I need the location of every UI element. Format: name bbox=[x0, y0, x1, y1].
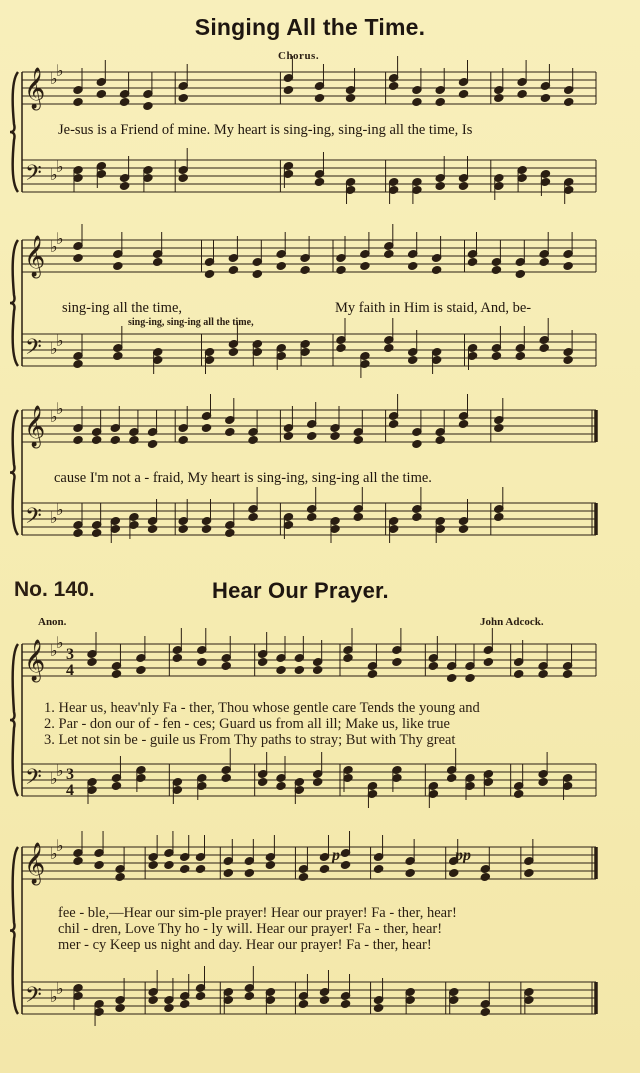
brace bbox=[10, 847, 18, 1014]
note-head bbox=[225, 428, 235, 437]
dynamic-pp: pp bbox=[455, 847, 471, 864]
flat-icon: ♭ bbox=[50, 987, 58, 1006]
note-head bbox=[353, 513, 363, 522]
flat-icon: ♭ bbox=[56, 633, 64, 652]
flat-icon: ♭ bbox=[50, 165, 58, 184]
note-head bbox=[465, 674, 475, 683]
verse-2-line-a: 2. Par - don our of - fen - ces; Guard us from all ill; Make us, like true bbox=[44, 716, 450, 732]
note-head bbox=[119, 98, 129, 107]
verse-3-line-b: mer - cy Keep us night and day. Hear our prayer! Fa - ther, hear! bbox=[58, 937, 432, 953]
bass-clef-icon: 𝄢 bbox=[25, 765, 42, 795]
flat-icon: ♭ bbox=[50, 641, 58, 660]
note-head bbox=[276, 782, 286, 791]
note-head bbox=[539, 258, 549, 267]
note-head bbox=[136, 666, 146, 675]
note-head bbox=[276, 262, 286, 271]
time-signature-top: 3 bbox=[66, 766, 74, 783]
note-head bbox=[258, 658, 268, 667]
time-signature-bottom: 4 bbox=[66, 782, 74, 799]
note-head bbox=[228, 348, 238, 357]
note-head bbox=[87, 658, 97, 667]
dynamic-p: p bbox=[332, 847, 340, 864]
brace bbox=[10, 72, 18, 192]
note-head bbox=[494, 424, 504, 433]
flat-icon: ♭ bbox=[50, 237, 58, 256]
treble-clef-icon: 𝄞 bbox=[24, 406, 46, 447]
flat-icon: ♭ bbox=[56, 331, 64, 350]
note-head bbox=[538, 670, 548, 679]
note-head bbox=[514, 670, 524, 679]
note-head bbox=[562, 670, 572, 679]
brace bbox=[10, 240, 18, 366]
note-head bbox=[449, 869, 459, 878]
lyric-line-2-right: My faith in Him is staid, And, be- bbox=[335, 300, 532, 316]
note-head bbox=[360, 262, 370, 271]
note-head bbox=[384, 250, 394, 259]
note-head bbox=[244, 992, 254, 1001]
note-head bbox=[314, 178, 324, 187]
note-head bbox=[340, 1000, 350, 1009]
flat-icon: ♭ bbox=[56, 157, 64, 176]
note-head bbox=[225, 529, 235, 538]
note-head bbox=[384, 344, 394, 353]
note-head bbox=[148, 861, 158, 870]
treble-clef-icon: 𝄞 bbox=[24, 68, 46, 109]
note-head bbox=[276, 666, 286, 675]
note-head bbox=[248, 436, 258, 445]
note-head bbox=[319, 996, 329, 1005]
note-head bbox=[298, 873, 308, 882]
note-head bbox=[491, 266, 501, 275]
note-head bbox=[392, 658, 402, 667]
note-head bbox=[514, 790, 524, 799]
note-head bbox=[73, 436, 83, 445]
note-head bbox=[564, 98, 574, 107]
note-head bbox=[164, 1004, 174, 1013]
note-head bbox=[480, 1008, 490, 1017]
note-head bbox=[491, 352, 501, 361]
note-head bbox=[388, 420, 398, 429]
note-head bbox=[300, 266, 310, 275]
note-head bbox=[447, 674, 457, 683]
note-head bbox=[228, 266, 238, 275]
note-head bbox=[258, 778, 268, 787]
note-head bbox=[345, 94, 355, 103]
note-head bbox=[307, 432, 317, 441]
bass-clef-icon: 𝄢 bbox=[25, 504, 42, 534]
flat-icon: ♭ bbox=[56, 61, 64, 80]
note-head bbox=[540, 94, 550, 103]
note-head bbox=[115, 873, 125, 882]
note-head bbox=[178, 436, 188, 445]
note-head bbox=[178, 174, 188, 183]
note-head bbox=[319, 865, 329, 874]
note-head bbox=[143, 102, 153, 111]
flat-icon: ♭ bbox=[50, 339, 58, 358]
note-head bbox=[408, 356, 418, 365]
time-signature-top: 3 bbox=[66, 646, 74, 663]
lyric-line-2: sing-ing all the time, bbox=[62, 300, 183, 316]
note-head bbox=[92, 436, 102, 445]
note-head bbox=[412, 513, 422, 522]
note-head bbox=[336, 344, 346, 353]
note-head bbox=[73, 857, 83, 866]
note-head bbox=[353, 436, 363, 445]
hymn-number: No. 140. bbox=[14, 578, 95, 601]
note-head bbox=[283, 432, 293, 441]
note-head bbox=[201, 525, 211, 534]
note-head bbox=[313, 666, 323, 675]
note-head bbox=[435, 182, 445, 191]
note-head bbox=[298, 1000, 308, 1009]
flat-icon: ♭ bbox=[50, 69, 58, 88]
note-head bbox=[252, 270, 262, 279]
composer-name: John Adcock. bbox=[480, 616, 544, 628]
note-head bbox=[244, 869, 254, 878]
note-head bbox=[367, 670, 377, 679]
chorus-label: Chorus. bbox=[278, 50, 320, 62]
note-head bbox=[180, 865, 190, 874]
flat-icon: ♭ bbox=[50, 508, 58, 527]
note-head bbox=[539, 344, 549, 353]
lyric-line-1: Je-sus is a Friend of mine. My heart is sing-ing, sing-ing all the time, Is bbox=[58, 122, 473, 138]
verse-1-line-b: fee - ble,—Hear our sim-ple prayer! Hear our prayer! Fa - ther, hear! bbox=[58, 905, 457, 921]
note-head bbox=[172, 654, 182, 663]
note-head bbox=[428, 662, 438, 671]
brace bbox=[10, 644, 18, 796]
note-head bbox=[265, 861, 275, 870]
flat-icon: ♭ bbox=[50, 844, 58, 863]
bass-clef-icon: 𝄢 bbox=[25, 161, 42, 191]
note-head bbox=[314, 94, 324, 103]
note-head bbox=[412, 440, 422, 449]
note-head bbox=[480, 873, 490, 882]
note-head bbox=[148, 996, 158, 1005]
note-head bbox=[336, 266, 346, 275]
note-head bbox=[201, 424, 211, 433]
note-head bbox=[129, 436, 139, 445]
note-head bbox=[164, 861, 174, 870]
bass-clef-icon: 𝄢 bbox=[25, 983, 42, 1013]
note-head bbox=[373, 865, 383, 874]
note-head bbox=[483, 658, 493, 667]
note-head bbox=[113, 352, 123, 361]
song-title-singing-all-the-time: Singing All the Time. bbox=[194, 14, 426, 40]
bass-clef-icon: 𝄢 bbox=[25, 335, 42, 365]
flat-icon: ♭ bbox=[56, 500, 64, 519]
note-head bbox=[388, 82, 398, 91]
note-head bbox=[538, 778, 548, 787]
flat-icon: ♭ bbox=[56, 399, 64, 418]
note-head bbox=[221, 774, 231, 783]
note-head bbox=[435, 98, 445, 107]
lyric-line-3: cause I'm not a - fraid, My heart is sing-ing, sing-ing all the time. bbox=[54, 470, 432, 486]
note-head bbox=[111, 782, 121, 791]
note-head bbox=[223, 869, 233, 878]
note-head bbox=[458, 90, 468, 99]
note-head bbox=[494, 94, 504, 103]
note-head bbox=[153, 258, 163, 267]
note-head bbox=[110, 436, 120, 445]
flat-icon: ♭ bbox=[56, 979, 64, 998]
note-head bbox=[248, 513, 258, 522]
note-head bbox=[563, 262, 573, 271]
note-head bbox=[343, 654, 353, 663]
note-head bbox=[92, 529, 102, 538]
author-anon: Anon. bbox=[38, 616, 67, 628]
note-head bbox=[197, 658, 207, 667]
treble-clef-icon: 𝄞 bbox=[24, 843, 46, 884]
note-head bbox=[180, 1000, 190, 1009]
note-head bbox=[447, 774, 457, 783]
note-head bbox=[73, 360, 83, 369]
flat-icon: ♭ bbox=[56, 836, 64, 855]
note-head bbox=[294, 666, 304, 675]
note-head bbox=[221, 662, 231, 671]
note-head bbox=[113, 262, 123, 271]
note-head bbox=[119, 182, 129, 191]
note-head bbox=[73, 98, 83, 107]
note-head bbox=[313, 778, 323, 787]
flat-icon: ♭ bbox=[56, 761, 64, 780]
note-head bbox=[458, 525, 468, 534]
note-head bbox=[467, 258, 477, 267]
note-head bbox=[147, 440, 157, 449]
treble-clef-icon: 𝄞 bbox=[24, 236, 46, 277]
note-head bbox=[524, 869, 534, 878]
note-head bbox=[405, 869, 415, 878]
note-head bbox=[195, 992, 205, 1001]
note-head bbox=[340, 861, 350, 870]
note-head bbox=[147, 525, 157, 534]
flat-icon: ♭ bbox=[50, 769, 58, 788]
note-head bbox=[178, 525, 188, 534]
note-head bbox=[458, 420, 468, 429]
verse-1-line-a: 1. Hear us, heav'nly Fa - ther, Thou whose gentle care Tends the young and bbox=[44, 700, 480, 716]
note-head bbox=[96, 90, 106, 99]
note-head bbox=[373, 1004, 383, 1013]
verse-3-line-a: 3. Let not sin be - guile us From Thy paths to stray; But with Thy great bbox=[44, 732, 456, 748]
note-head bbox=[111, 670, 121, 679]
treble-clef-icon: 𝄞 bbox=[24, 640, 46, 681]
note-head bbox=[563, 356, 573, 365]
time-signature-bottom: 4 bbox=[66, 662, 74, 679]
verse-2-line-b: chil - dren, Love Thy ho - ly will. Hear our prayer! Fa - ther, hear! bbox=[58, 921, 443, 937]
note-head bbox=[73, 529, 83, 538]
note-head bbox=[515, 270, 525, 279]
song-title-hear-our-prayer: Hear Our Prayer. bbox=[212, 578, 389, 603]
note-head bbox=[307, 513, 317, 522]
flat-icon: ♭ bbox=[56, 229, 64, 248]
note-head bbox=[94, 861, 104, 870]
note-head bbox=[283, 86, 293, 95]
note-head bbox=[408, 262, 418, 271]
note-head bbox=[515, 352, 525, 361]
note-head bbox=[431, 266, 441, 275]
note-head bbox=[494, 513, 504, 522]
note-head bbox=[330, 432, 340, 441]
brace bbox=[10, 410, 18, 535]
note-head bbox=[458, 182, 468, 191]
lyric-line-2-echo: sing-ing, sing-ing all the time, bbox=[128, 317, 254, 328]
note-head bbox=[412, 98, 422, 107]
note-head bbox=[195, 865, 205, 874]
note-head bbox=[204, 270, 214, 279]
note-head bbox=[517, 90, 527, 99]
note-head bbox=[435, 436, 445, 445]
note-head bbox=[73, 254, 83, 263]
note-head bbox=[178, 94, 188, 103]
flat-icon: ♭ bbox=[50, 407, 58, 426]
note-head bbox=[115, 1004, 125, 1013]
